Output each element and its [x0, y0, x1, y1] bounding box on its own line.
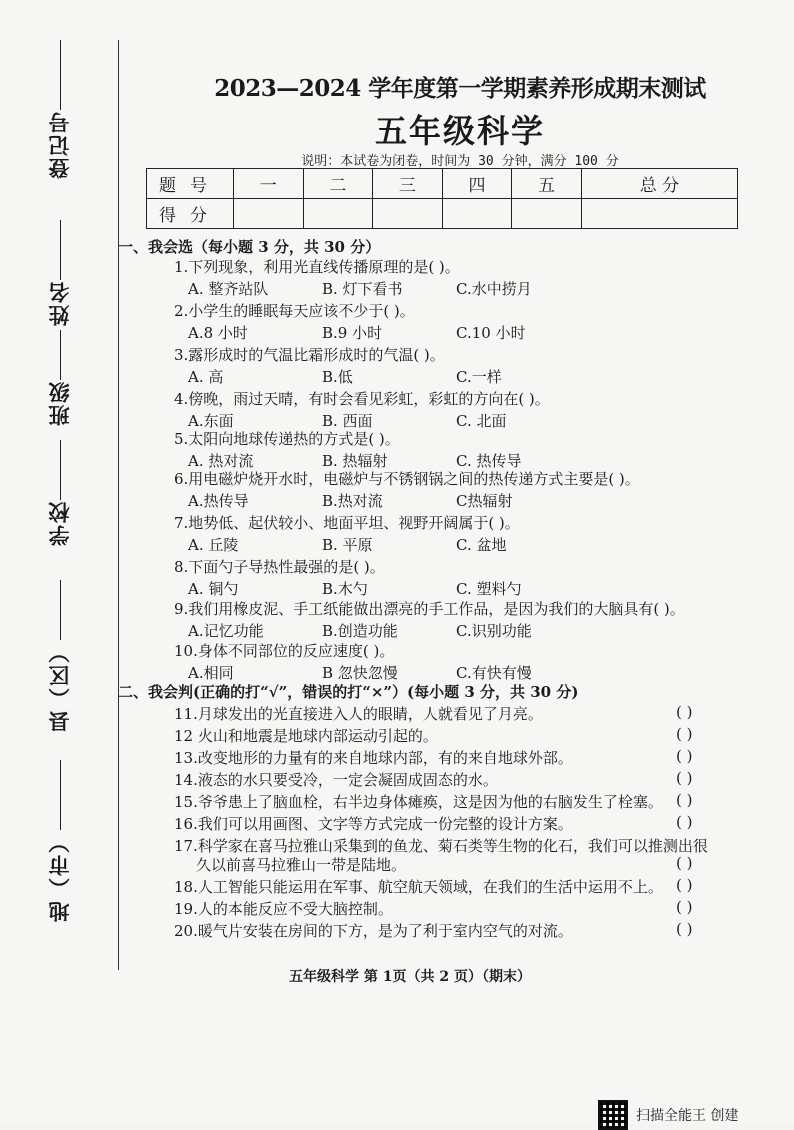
judgement-item: 11.月球发出的光直接进入人的眼睛，人就看见了月亮。	[174, 705, 543, 723]
judgement-item: 15.爷爷患上了脑血栓，右半边身体瘫痪，这是因为他的右脑发生了栓塞。	[174, 793, 663, 811]
score-col-4: 四	[442, 169, 512, 199]
score-col-3: 三	[373, 169, 443, 199]
option-b[interactable]: B 忽快忽慢	[322, 664, 398, 682]
option-b[interactable]: B.低	[322, 368, 353, 386]
scanner-watermark	[598, 1100, 738, 1130]
option-b[interactable]: B.9 小时	[322, 324, 383, 342]
question-stem: 5.太阳向地球传递热的方式是( )。	[174, 430, 400, 448]
option-c[interactable]: C.水中捞月	[456, 280, 532, 298]
option-c[interactable]: C. 热传导	[456, 452, 522, 470]
score-row-label: 题号	[147, 169, 234, 199]
judgement-item: 19.人的本能反应不受大脑控制。	[174, 900, 393, 918]
score-col-5: 五	[512, 169, 582, 199]
class-field[interactable]	[40, 330, 80, 426]
question-stem: 1.下列现象，利用光直线传播原理的是( )。	[174, 258, 460, 276]
question-stem: 7.地势低、起伏较小、地面平坦、视野开阔属于( )。	[174, 514, 520, 532]
score-col-1: 一	[234, 169, 304, 199]
option-c[interactable]: C.10 小时	[456, 324, 526, 342]
option-c[interactable]: C. 盆地	[456, 536, 507, 554]
score-cell[interactable]	[442, 199, 512, 229]
score-table-score-row	[147, 199, 738, 229]
reg-no-field[interactable]	[40, 40, 80, 179]
exam-note: 说明：本试卷为闭卷，时间为 30 分钟，满分 100 分	[301, 154, 619, 169]
option-a[interactable]: A.东面	[188, 412, 234, 430]
class-label: 班级	[47, 380, 72, 426]
exam-subject: 五年级科学	[374, 112, 545, 150]
option-a[interactable]: A. 热对流	[188, 452, 254, 470]
judgement-item: 12 火山和地震是地球内部运动引起的。	[174, 727, 438, 745]
option-c[interactable]: C. 塑料勺	[456, 580, 522, 598]
qr-code-icon	[598, 1100, 628, 1130]
option-a[interactable]: A. 高	[188, 368, 224, 386]
option-c[interactable]: C热辐射	[456, 492, 513, 510]
name-field[interactable]	[40, 220, 80, 326]
judgement-item: 16.我们可以用画图、文字等方式完成一份完整的设计方案。	[174, 815, 573, 833]
answer-blank[interactable]: ( )	[676, 898, 693, 916]
option-c[interactable]: C. 北面	[456, 412, 507, 430]
answer-blank[interactable]: ( )	[676, 920, 693, 938]
option-b[interactable]: B. 平原	[322, 536, 373, 554]
page-footer: 五年级科学 第 1页（共 2 页）（期末）	[289, 969, 531, 985]
option-b[interactable]: B.木勺	[322, 580, 368, 598]
school-field[interactable]	[40, 440, 80, 546]
exam-title: 2023—2024 学年度第一学期素养形成期末测试	[214, 75, 706, 102]
judgement-item: 20.暖气片安装在房间的下方，是为了利于室内空气的对流。	[174, 922, 573, 940]
score-cell[interactable]	[581, 199, 737, 229]
option-a[interactable]: A. 丘陵	[188, 536, 239, 554]
city-field[interactable]	[40, 760, 80, 922]
score-col-2: 二	[303, 169, 373, 199]
score-cell[interactable]	[373, 199, 443, 229]
school-label: 学校	[47, 500, 72, 546]
binding-divider	[118, 40, 119, 970]
option-a[interactable]: A.相同	[188, 664, 234, 682]
answer-blank[interactable]: ( )	[676, 854, 693, 872]
option-b[interactable]: B. 热辐射	[322, 452, 388, 470]
score-cell[interactable]	[303, 199, 373, 229]
judgement-item-continued: 久以前喜马拉雅山一带是陆地。	[196, 856, 407, 874]
judgement-item: 13.改变地形的力量有的来自地球内部，有的来自地球外部。	[174, 749, 573, 767]
question-stem: 6.用电磁炉烧开水时，电磁炉与不锈钢锅之间的热传递方式主要是( )。	[174, 470, 640, 488]
option-a[interactable]: A.热传导	[188, 492, 249, 510]
answer-blank[interactable]: ( )	[676, 747, 693, 765]
option-c[interactable]: C.识别功能	[456, 622, 532, 640]
section-2-heading: 二、我会判(正确的打“√”，错误的打“×”）(每小题 3 分，共 30 分)	[118, 683, 579, 701]
score-table	[146, 168, 738, 229]
score-row-label-2: 得分	[147, 199, 234, 229]
option-a[interactable]: A.8 小时	[188, 324, 248, 342]
option-b[interactable]: B.创造功能	[322, 622, 398, 640]
answer-blank[interactable]: ( )	[676, 791, 693, 809]
binding-strip	[40, 40, 110, 970]
option-c[interactable]: C.有快有慢	[456, 664, 532, 682]
name-label: 姓名	[47, 280, 72, 326]
option-a[interactable]: A. 整齐站队	[188, 280, 269, 298]
judgement-item: 17.科学家在喜马拉雅山采集到的鱼龙、菊石类等生物的化石，我们可以推测出很	[174, 837, 708, 855]
judgement-item: 18.人工智能只能运用在军事、航空航天领域，在我们的生活中运用不上。	[174, 878, 663, 896]
answer-blank[interactable]: ( )	[676, 813, 693, 831]
answer-blank[interactable]: ( )	[676, 769, 693, 787]
city-label: 地（市）	[47, 830, 72, 922]
answer-blank[interactable]: ( )	[676, 703, 693, 721]
score-table-header-row	[147, 169, 738, 199]
judgement-item: 14.液态的水只要受冷，一定会凝固成固态的水。	[174, 771, 498, 789]
section-1-heading: 一、我会选（每小题 3 分，共 30 分）	[118, 238, 381, 256]
option-a[interactable]: A.记忆功能	[188, 622, 264, 640]
option-b[interactable]: B.热对流	[322, 492, 383, 510]
scanner-label: 扫描全能王 创建	[636, 1108, 739, 1124]
question-stem: 2.小学生的睡眠每天应该不少于( )。	[174, 302, 415, 320]
score-cell[interactable]	[512, 199, 582, 229]
county-field[interactable]	[40, 580, 80, 732]
question-stem: 8.下面勺子导热性最强的是( )。	[174, 558, 385, 576]
answer-blank[interactable]: ( )	[676, 725, 693, 743]
answer-blank[interactable]: ( )	[676, 876, 693, 894]
option-a[interactable]: A. 铜勺	[188, 580, 239, 598]
county-label: 县（区）	[47, 640, 72, 732]
question-stem: 9.我们用橡皮泥、手工纸能做出漂亮的手工作品，是因为我们的大脑具有( )。	[174, 600, 685, 618]
question-stem: 4.傍晚，雨过天晴，有时会看见彩虹，彩虹的方向在( )。	[174, 390, 550, 408]
score-cell[interactable]	[234, 199, 304, 229]
option-b[interactable]: B. 西面	[322, 412, 373, 430]
option-b[interactable]: B. 灯下看书	[322, 280, 403, 298]
reg-no-label: 登记号	[47, 110, 72, 179]
option-c[interactable]: C.一样	[456, 368, 502, 386]
score-col-total: 总 分	[581, 169, 737, 199]
question-stem: 3.露形成时的气温比霜形成时的气温( )。	[174, 346, 445, 364]
question-stem: 10.身体不同部位的反应速度( )。	[174, 642, 395, 660]
